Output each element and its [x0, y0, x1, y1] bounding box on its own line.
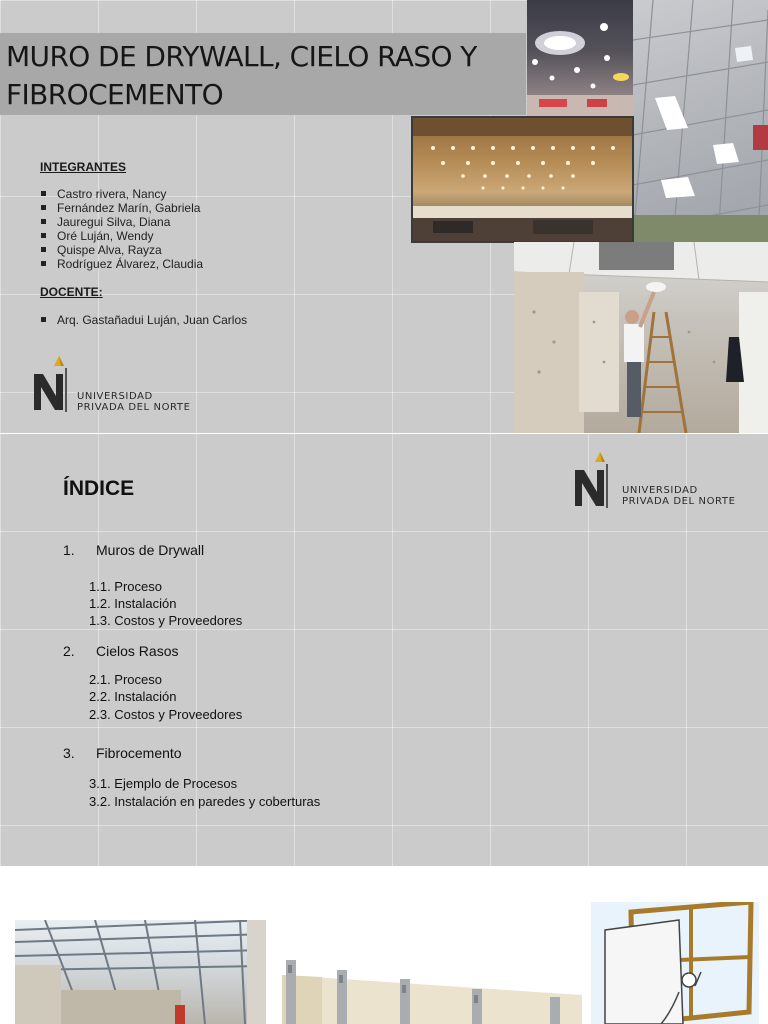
index-section-3 [63, 745, 182, 761]
member-item: Fernández Marín, Gabriela [40, 201, 203, 215]
members-list [40, 187, 203, 271]
office-ceiling-photo [633, 0, 768, 242]
teacher-item: Arq. Gastañadui Luján, Juan Carlos [40, 313, 247, 327]
index-subsection: 1.2. Instalación [89, 596, 177, 611]
teacher-list [40, 313, 247, 327]
logo-text-line1: UNIVERSIDAD [77, 391, 153, 402]
member-item: Castro rivera, Nancy [40, 187, 203, 201]
logo-text-line1: UNIVERSIDAD [622, 485, 698, 496]
cover-slide [0, 0, 768, 433]
member-item: Oré Luján, Wendy [40, 229, 203, 243]
index-subsection: 1.3. Costos y Proveedores [89, 613, 243, 628]
index-section-number: 1. [63, 542, 75, 558]
drywall-panels-photo [282, 955, 582, 1024]
member-item: Quispe Alva, Rayza [40, 243, 203, 257]
university-n-icon [31, 354, 75, 414]
index-subsection: 3.1. Ejemplo de Procesos [89, 776, 238, 791]
mall-ceiling-photo [527, 0, 633, 116]
logo-text-line2: PRIVADA DEL NORTE [622, 496, 736, 507]
index-subsection: 2.2. Instalación [89, 689, 177, 704]
university-logo [31, 354, 221, 416]
index-section-label: Muros de Drywall [96, 542, 205, 558]
index-section-number: 3. [63, 745, 75, 761]
index-subsection: 3.2. Instalación en paredes y coberturas [89, 794, 321, 809]
worker-installing-ceiling-photo [514, 242, 768, 433]
university-n-icon [572, 450, 616, 510]
steel-roof-structure-photo [15, 920, 266, 1024]
index-section-label: Fibrocemento [96, 745, 182, 761]
index-subsection: 2.3. Costos y Proveedores [89, 707, 243, 722]
index-section-number: 2. [63, 643, 75, 659]
index-section-1 [63, 542, 204, 558]
index-subsection: 2.1. Proceso [89, 672, 162, 687]
store-ceiling-photo [411, 116, 634, 243]
members-label: INTEGRANTES [40, 160, 127, 174]
index-subsection: 1.1. Proceso [89, 579, 162, 594]
member-item: Jauregui Silva, Diana [40, 215, 203, 229]
logo-text-line2: PRIVADA DEL NORTE [77, 402, 191, 413]
university-logo [572, 450, 762, 512]
teacher-label: DOCENTE: [40, 285, 103, 299]
window-panel-install-illustration [591, 902, 759, 1024]
member-item: Rodríguez Álvarez, Claudia [40, 257, 203, 271]
index-title: ÍNDICE [63, 477, 135, 500]
index-section-label: Cielos Rasos [96, 643, 179, 659]
cover-title: MURO DE DRYWALL, CIELO RASO Y FIBROCEMENTO [6, 40, 477, 111]
index-section-2 [63, 643, 178, 659]
